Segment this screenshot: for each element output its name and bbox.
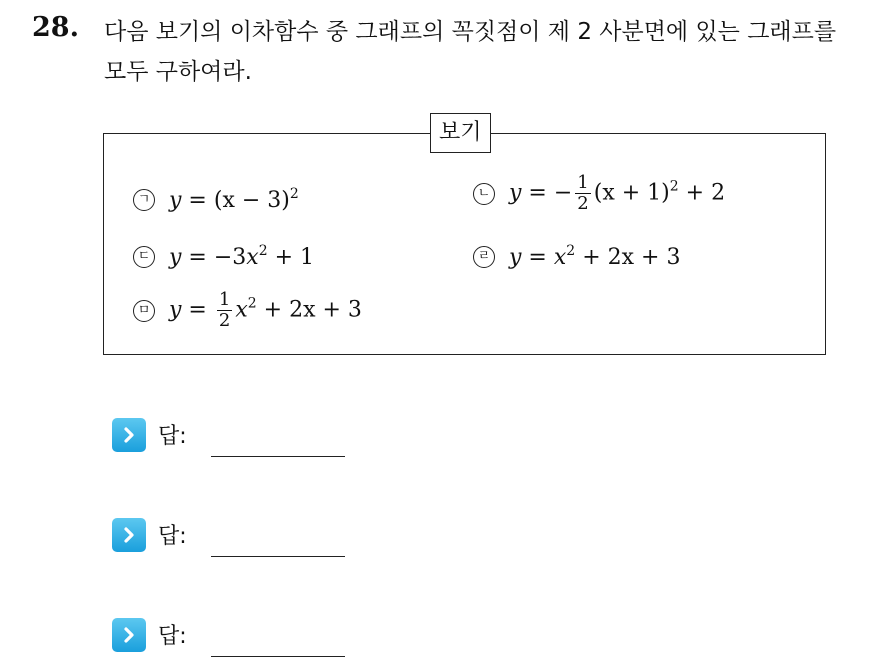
answer-row-3 (112, 612, 345, 657)
chevron-right-icon (112, 618, 146, 652)
chevron-right-icon (112, 418, 146, 452)
answer-row-2 (112, 512, 345, 557)
answer-label: 답: (158, 624, 187, 649)
question-text: 다음 보기의 이차함수 중 그래프의 꼭짓점이 제 2 사분면에 있는 그래프를 모두 구하여라. (104, 19, 837, 85)
option-equation: $y = (x - 3)^2$ (169, 186, 299, 213)
fraction: $\frac{1}{2}$ (577, 172, 589, 214)
choice-box-title: 보기 (430, 113, 491, 153)
option-mark: ㅁ (133, 300, 155, 322)
answer-blank[interactable] (211, 528, 345, 557)
option-2 (473, 173, 725, 214)
option-1 (133, 186, 299, 213)
option-equation: $y = -3x^2 + 1$ (169, 243, 315, 270)
option-mark: ㄷ (133, 246, 155, 268)
fraction: $\frac{1}{2}$ (218, 289, 231, 331)
option-mark: ㄴ (473, 183, 495, 205)
option-mark: ㄱ (133, 189, 155, 211)
option-3 (133, 243, 314, 270)
answer-label: 답: (158, 424, 187, 449)
option-equation: y = $\frac{1}{2}$ $x^2 + 2x + 3$ (169, 289, 362, 331)
option-mark: ㄹ (473, 246, 495, 268)
answer-row-1 (112, 412, 345, 457)
answer-blank[interactable] (211, 628, 345, 657)
option-5 (133, 290, 362, 331)
chevron-right-icon (112, 518, 146, 552)
question-number: 28. (32, 12, 79, 43)
option-equation: $y = x^2 + 2x + 3$ (509, 243, 681, 270)
option-4 (473, 243, 680, 270)
option-equation: y = − $\frac{1}{2}$ $(x + 1)^2 + 2$ (509, 172, 726, 214)
answer-label: 답: (158, 524, 187, 549)
answer-blank[interactable] (211, 428, 345, 457)
